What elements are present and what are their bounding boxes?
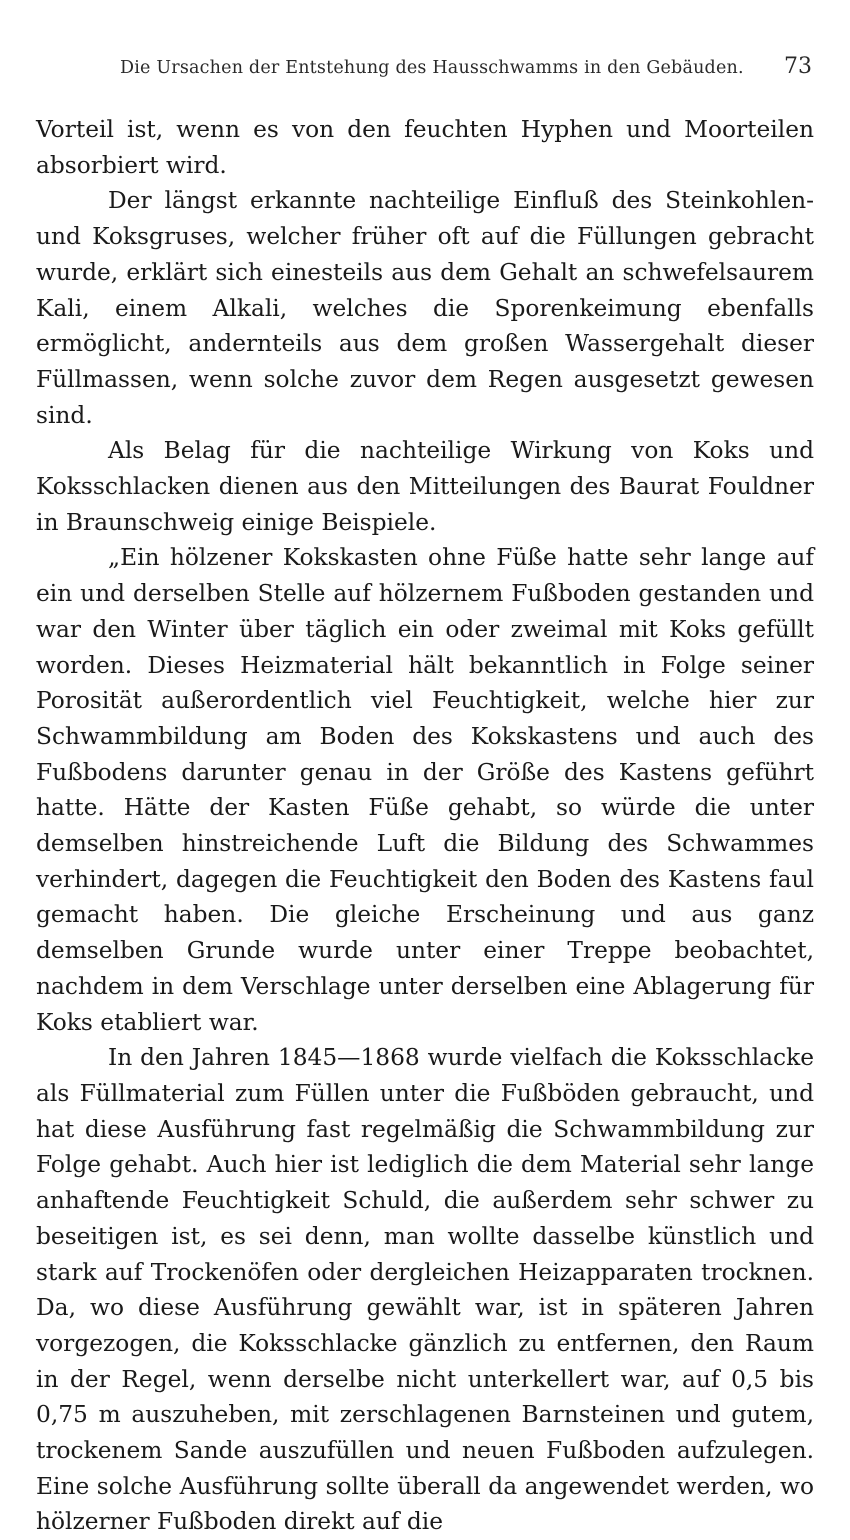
- paragraph-examples-intro: Als Belag für die nachteilige Wirkung von Koks und Koksschlacken dienen aus den Mitteilungen des Baurat Fouldner in Braunschweig einige Beispiele.: [36, 437, 814, 536]
- paragraph-coke-breeze-influence: Der längst erkannte nachteilige Einfluß des Steinkohlen- und Koksgruses, welcher früher oft auf die Füllungen gebracht wurde, erklärt sich einesteils aus dem Gehalt an schwefelsaurem Kali, einem Alkali, welches die Sporenkeimung ebenfalls ermöglicht, andernteils aus dem großen Wassergehalt dieser Füllmassen, wenn solche zuvor dem Regen ausgesetzt gewesen sind.: [36, 187, 814, 429]
- page-number: 73: [784, 54, 812, 79]
- running-title: Die Ursachen der Entstehung des Hausschwamms in den Gebäuden.: [120, 58, 744, 78]
- paragraph-coke-box-quote: „Ein hölzener Kokskasten ohne Füße hatte sehr lange auf ein und derselben Stelle auf hölzernem Fußboden gestanden und war den Winter über täglich ein oder zweimal mit Koks gefüllt worden. Dieses Heizmaterial hält bekanntlich in Folge seiner Porosität außerordentlich viel Feuchtigkeit, welche hier zur Schwammbildung am Boden des Kokskastens und auch des Fußbodens darunter genau in der Größe des Kastens geführt hatte. Hätte der Kasten Füße gehabt, so würde die unter demselben hinstreichende Luft die Bildung des Schwammes verhindert, dagegen die Feuchtigkeit den Boden des Kastens faul gemacht haben. Die gleiche Erscheinung und aus ganz demselben Grunde wurde unter einer Treppe beobachtet, nachdem in dem Verschlage unter derselben eine Ablagerung für Koks etabliert war.: [36, 544, 814, 1036]
- book-page: [36, 0, 814, 1536]
- body-text: [36, 112, 814, 1540]
- running-header: [36, 52, 814, 82]
- paragraph-continuation: Vorteil ist, wenn es von den feuchten Hyphen und Moorteilen absorbiert wird.: [36, 116, 814, 179]
- paragraph-coke-slag-fill: In den Jahren 1845—1868 wurde vielfach die Koksschlacke als Füllmaterial zum Füllen unter die Fußböden gebraucht, und hat diese Ausführung fast regelmäßig die Schwammbildung zur Folge gehabt. Auch hier ist lediglich die dem Material sehr lange anhaftende Feuchtigkeit Schuld, die außerdem sehr schwer zu beseitigen ist, es sei denn, man wollte dasselbe künstlich und stark auf Trockenöfen oder dergleichen Heizapparaten trocknen. Da, wo diese Ausführung gewählt war, ist in späteren Jahren vorgezogen, die Koksschlacke gänzlich zu entfernen, den Raum in der Regel, wenn derselbe nicht unterkellert war, auf 0,5 bis 0,75 m auszuheben, mit zerschlagenen Barnsteinen und gutem, trockenem Sande auszufüllen und neuen Fußboden aufzulegen. Eine solche Ausführung sollte überall da angewendet werden, wo hölzerner Fußboden direkt auf die: [36, 1044, 814, 1536]
